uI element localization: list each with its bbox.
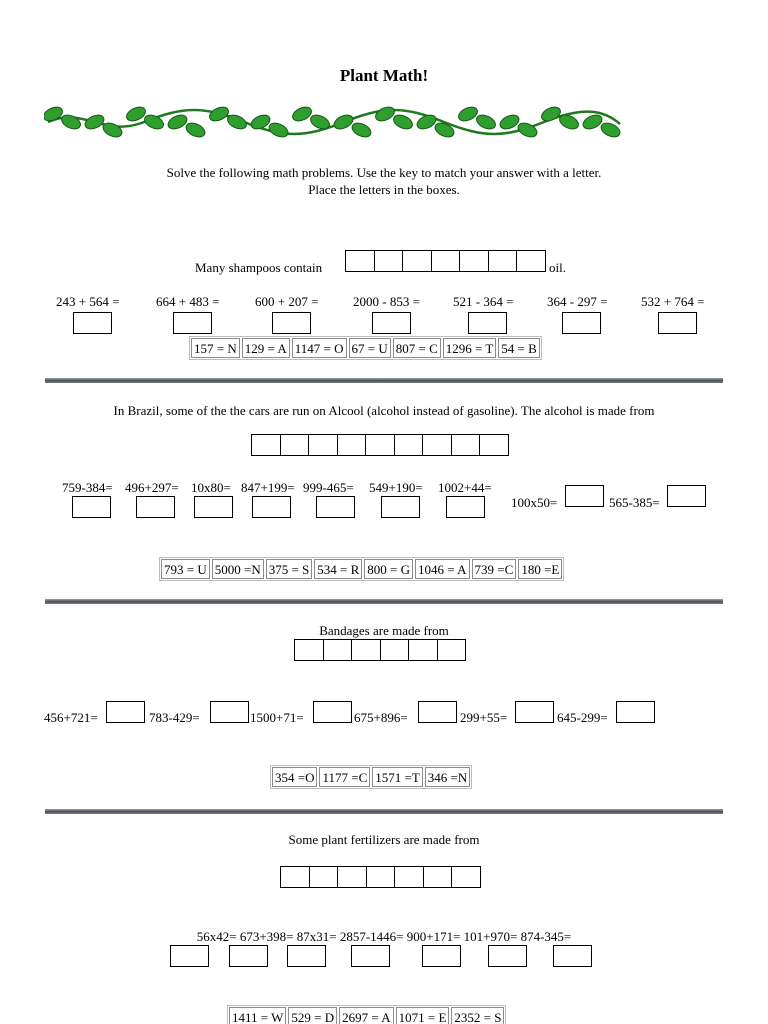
math-problem: 521 - 364 = [453, 294, 514, 309]
answer-box[interactable] [553, 945, 592, 967]
answer-box[interactable] [313, 701, 352, 723]
instructions-line-1: Solve the following math problems. Use the key to match your answer with a letter. [166, 165, 602, 180]
answer-letter-box[interactable] [365, 434, 395, 456]
key-entry: 1071 = E [396, 1007, 450, 1024]
answer-box[interactable] [170, 945, 209, 967]
answer-box[interactable] [173, 312, 212, 334]
answer-box[interactable] [252, 496, 291, 518]
answer-letter-box[interactable] [366, 866, 396, 888]
answer-letter-box[interactable] [308, 434, 338, 456]
section2-prompt: In Brazil, some of the the cars are run on Alcool (alcohol instead of gasoline). The alcohol is made from [113, 403, 655, 418]
answer-letter-box[interactable] [451, 866, 481, 888]
leaf-icon [516, 120, 539, 139]
math-problem: 847+199= [241, 480, 295, 495]
math-problem: 1500+71= [250, 710, 304, 725]
leaf-icon [539, 104, 562, 123]
answer-box[interactable] [381, 496, 420, 518]
math-problem: 675+896= [354, 710, 408, 725]
answer-letter-box[interactable] [402, 250, 432, 272]
key-entry: 157 = N [191, 338, 240, 358]
key-entry: 1411 = W [229, 1007, 286, 1024]
key-entry: 54 = B [498, 338, 540, 358]
key-entry: 375 = S [266, 559, 313, 579]
section-divider [45, 809, 723, 814]
math-problem: 999-465= [303, 480, 354, 495]
section1-prompt: Many shampoos contain [195, 260, 323, 275]
answer-letter-box[interactable] [251, 434, 281, 456]
answer-box[interactable] [272, 312, 311, 334]
answer-letter-box[interactable] [309, 866, 339, 888]
math-problem: 783-429= [149, 710, 200, 725]
answer-letter-box[interactable] [516, 250, 546, 272]
math-problem: 1002+44= [438, 480, 492, 495]
answer-box[interactable] [562, 312, 601, 334]
answer-box[interactable] [372, 312, 411, 334]
section3-prompt: Bandages are made from [319, 623, 449, 638]
leaf-icon [184, 120, 207, 139]
vine-decoration-icon [44, 100, 624, 144]
answer-letter-box[interactable] [280, 434, 310, 456]
answer-letter-box[interactable] [394, 434, 424, 456]
leaf-icon [474, 112, 497, 131]
math-problem: 243 + 564 = [56, 294, 120, 309]
key-entry: 529 = D [288, 1007, 337, 1024]
leaf-icon [267, 120, 290, 139]
key-entry: 1296 = T [443, 338, 497, 358]
key-entry: 793 = U [161, 559, 210, 579]
section2-key [159, 557, 564, 581]
key-entry: 346 =N [425, 767, 470, 787]
key-entry: 1177 =C [319, 767, 370, 787]
answer-letter-box[interactable] [380, 639, 410, 661]
answer-letter-box[interactable] [345, 250, 375, 272]
key-entry: 807 = C [393, 338, 441, 358]
section3-answer-boxes[interactable] [294, 639, 465, 661]
answer-box[interactable] [658, 312, 697, 334]
answer-letter-box[interactable] [431, 250, 461, 272]
leaf-icon [350, 120, 373, 139]
leaf-icon [456, 104, 479, 123]
answer-letter-box[interactable] [323, 639, 353, 661]
math-problem: 565-385= [609, 495, 660, 510]
section-divider [45, 378, 723, 383]
key-entry: 2352 = S [451, 1007, 504, 1024]
section2-answer-boxes[interactable] [251, 434, 508, 456]
leaf-icon [332, 112, 355, 131]
math-problem: 2000 - 853 = [353, 294, 420, 309]
answer-letter-box[interactable] [280, 866, 310, 888]
key-entry: 534 = R [314, 559, 362, 579]
answer-letter-box[interactable] [351, 639, 381, 661]
leaf-icon [415, 112, 438, 131]
math-problem: 759-384= [62, 480, 113, 495]
answer-letter-box[interactable] [337, 866, 367, 888]
answer-box[interactable] [422, 945, 461, 967]
math-problem: 600 + 207 = [255, 294, 319, 309]
section4-prompt: Some plant fertilizers are made from [288, 832, 480, 847]
key-entry: 2697 = A [339, 1007, 394, 1024]
leaf-icon [581, 112, 604, 131]
answer-letter-box[interactable] [394, 866, 424, 888]
answer-letter-box[interactable] [423, 866, 453, 888]
section1-prompt-end: oil. [549, 260, 566, 275]
answer-box[interactable] [446, 496, 485, 518]
answer-letter-box[interactable] [437, 639, 467, 661]
answer-letter-box[interactable] [488, 250, 518, 272]
math-problem: 645-299= [557, 710, 608, 725]
leaf-icon [207, 104, 230, 123]
answer-letter-box[interactable] [337, 434, 367, 456]
answer-box[interactable] [418, 701, 457, 723]
math-problem: 549+190= [369, 480, 423, 495]
key-entry: 1046 = A [415, 559, 470, 579]
math-problem: 100x50= [511, 495, 558, 510]
answer-box[interactable] [351, 945, 390, 967]
leaf-icon [391, 112, 414, 131]
answer-box[interactable] [73, 312, 112, 334]
answer-letter-box[interactable] [374, 250, 404, 272]
leaf-icon [498, 112, 521, 131]
leaf-icon [166, 112, 189, 131]
answer-box[interactable] [72, 496, 111, 518]
answer-letter-box[interactable] [422, 434, 452, 456]
answer-box[interactable] [194, 496, 233, 518]
answer-letter-box[interactable] [408, 639, 438, 661]
math-problem: 532 + 764 = [641, 294, 705, 309]
page-title: Plant Math! [339, 66, 429, 85]
section4-key [227, 1005, 506, 1024]
math-problem: 664 + 483 = [156, 294, 220, 309]
key-entry: 739 =C [472, 559, 517, 579]
key-entry: 180 =E [518, 559, 562, 579]
answer-letter-box[interactable] [451, 434, 481, 456]
key-entry: 1147 = O [292, 338, 347, 358]
key-entry: 67 = U [349, 338, 391, 358]
answer-box[interactable] [229, 945, 268, 967]
answer-letter-box[interactable] [479, 434, 509, 456]
answer-box[interactable] [210, 701, 249, 723]
key-entry: 800 = G [364, 559, 413, 579]
answer-box[interactable] [488, 945, 527, 967]
answer-box[interactable] [316, 496, 355, 518]
answer-box[interactable] [667, 485, 706, 507]
answer-box[interactable] [287, 945, 326, 967]
section-divider [45, 599, 723, 604]
answer-box[interactable] [136, 496, 175, 518]
answer-box[interactable] [616, 701, 655, 723]
math-problem: 496+297= [125, 480, 179, 495]
leaf-icon [59, 112, 82, 131]
leaf-icon [83, 112, 106, 131]
key-entry: 354 =O [272, 767, 317, 787]
math-problem: 299+55= [460, 710, 508, 725]
answer-box[interactable] [468, 312, 507, 334]
key-entry: 1571 =T [372, 767, 423, 787]
leaf-icon [433, 120, 456, 139]
answer-box[interactable] [565, 485, 604, 507]
section3-key [270, 765, 472, 789]
leaf-icon [373, 104, 396, 123]
section1-key [189, 336, 542, 360]
section4-problems: 56x42= 673+398= 87x31= 2857-1446= 900+171= 101+970= 874-345= [196, 929, 572, 944]
answer-letter-box[interactable] [459, 250, 489, 272]
instructions-line-2: Place the letters in the boxes. [308, 182, 460, 197]
answer-box[interactable] [106, 701, 145, 723]
math-problem: 10x80= [191, 480, 231, 495]
leaf-icon [290, 104, 313, 123]
section1-answer-boxes[interactable] [345, 250, 545, 272]
key-entry: 5000 =N [212, 559, 264, 579]
answer-box[interactable] [515, 701, 554, 723]
section4-answer-boxes[interactable] [280, 866, 480, 888]
leaf-icon [249, 112, 272, 131]
math-problem: 364 - 297 = [547, 294, 608, 309]
key-entry: 129 = A [242, 338, 290, 358]
answer-letter-box[interactable] [294, 639, 324, 661]
math-problem: 456+721= [44, 710, 98, 725]
